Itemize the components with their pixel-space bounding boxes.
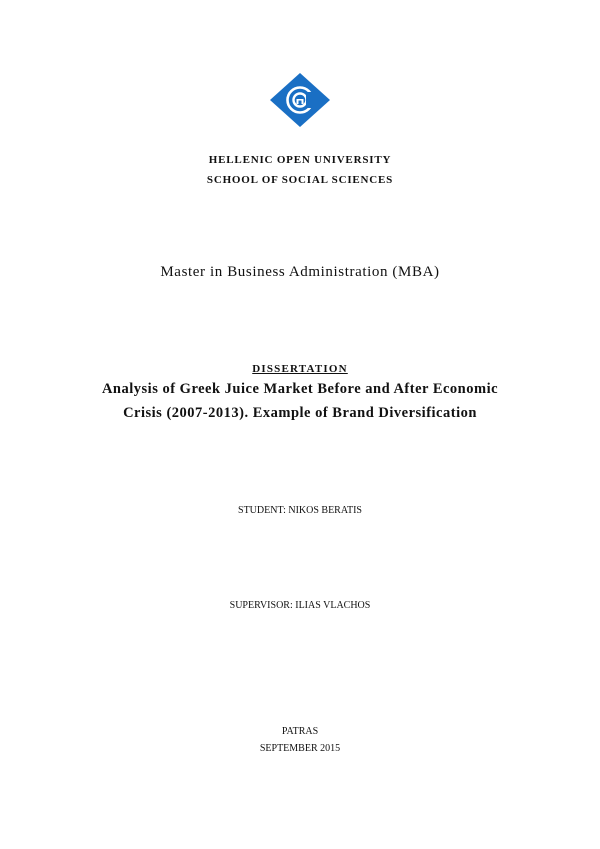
university-crest-icon — [269, 72, 331, 128]
program-name: Master in Business Administration (MBA) — [160, 264, 440, 280]
date: SEPTEMBER 2015 — [259, 743, 341, 754]
place: PATRAS — [281, 726, 319, 737]
school-name: SCHOOL OF SOCIAL SCIENCES — [206, 174, 394, 186]
university-name: HELLENIC OPEN UNIVERSITY — [208, 154, 392, 166]
dissertation-label: DISSERTATION — [252, 363, 348, 375]
dissertation-title-line-2: Crisis (2007-2013). Example of Brand Diversification — [123, 405, 477, 421]
dissertation-title-line-1: Analysis of Greek Juice Market Before and After Economic — [101, 381, 499, 397]
student-name: STUDENT: NIKOS BERATIS — [238, 505, 362, 516]
supervisor-name: SUPERVISOR: ILIAS VLACHOS — [229, 600, 371, 611]
